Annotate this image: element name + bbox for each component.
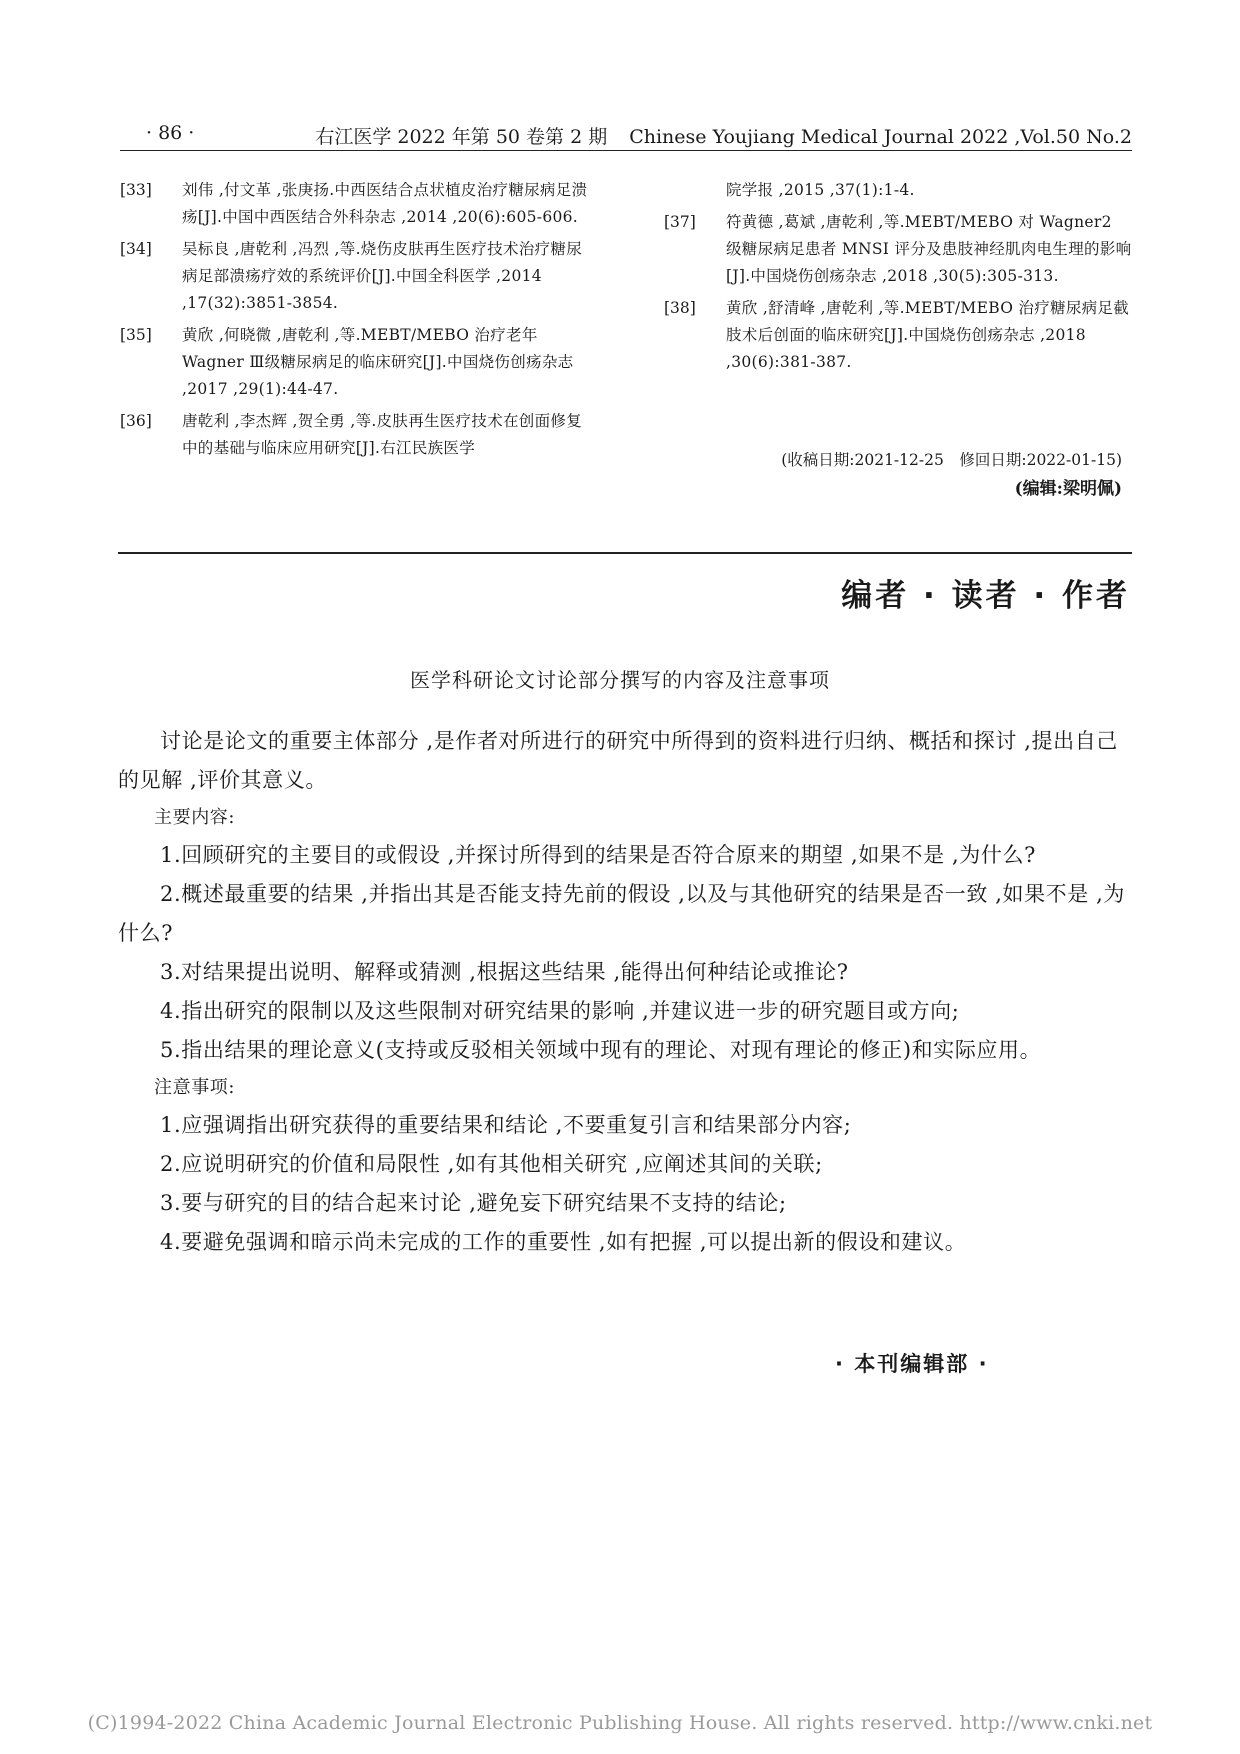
reference-text: 黄欣 ,何晓微 ,唐乾利 ,等.MEBT/MEBO 治疗老年 Wagner Ⅲ级糖尿病足的临床研究[J].中国烧伤创疡杂志 ,2017 ,29(1):44-47.: [182, 326, 574, 398]
copyright-footer: (C)1994-2022 China Academic Journal Electronic Publishing House. All rights reserved. http://www.cnki.net: [87, 1712, 1153, 1734]
reference-number: [38]: [664, 299, 696, 317]
reference-number: [35]: [120, 326, 152, 344]
article-title: 医学科研论文讨论部分撰写的内容及注意事项: [410, 668, 830, 692]
reference-item: [120, 177, 588, 231]
reference-number: [37]: [664, 213, 696, 231]
received-revised-dates: (收稿日期:2021-12-25 修回日期:2022-01-15): [781, 451, 1122, 469]
reference-number: [34]: [120, 240, 152, 258]
list-item: 5.指出结果的理论意义(支持或反驳相关领域中现有的理论、对现有理论的修正)和实际应用。: [160, 1038, 1042, 1062]
journal-title-cn: 右江医学 2022 年第 50 卷第 2 期: [315, 126, 608, 148]
reference-number: [664, 177, 726, 204]
list-item: 2.概述最重要的结果 ,并指出其是否能支持先前的假设 ,以及与其他研究的结果是否一致 ,如果不是 ,为什么?: [118, 882, 1126, 945]
reference-text: 唐乾利 ,李杰辉 ,贺全勇 ,等.皮肤再生医疗技术在创面修复中的基础与临床应用研究[J].右江民族医学: [182, 412, 582, 457]
reference-number: [33]: [120, 181, 152, 199]
editorial-signature: · 本刊编辑部 ·: [835, 1352, 989, 1376]
references-right-column: [664, 177, 1132, 381]
journal-title-en: Chinese Youjiang Medical Journal 2022 ,Vol.50 No.2: [629, 126, 1132, 148]
list-item: 3.对结果提出说明、解释或猜测 ,根据这些结果 ,能得出何种结论或推论?: [160, 960, 849, 984]
body-paragraph: 讨论是论文的重要主体部分 ,是作者对所进行的研究中所得到的资料进行归纳、概括和探讨 ,提出自己的见解 ,评价其意义。: [118, 729, 1118, 792]
reference-item: [120, 322, 588, 403]
list-item: 3.要与研究的目的结合起来讨论 ,避免妄下研究结果不支持的结论;: [160, 1191, 787, 1215]
column-title: 编者 · 读者 · 作者: [841, 578, 1130, 614]
reference-text: 符黄德 ,葛斌 ,唐乾利 ,等.MEBT/MEBO 对 Wagner2 级糖尿病足患者 MNSI 评分及患肢神经肌肉电生理的影响[J].中国烧伤创疡杂志 ,2018 ,30(5):305-313.: [726, 213, 1132, 285]
reference-item: [664, 209, 1132, 290]
section-heading: 主要内容:: [154, 807, 236, 828]
journal-info: [315, 122, 1132, 149]
reference-item: [664, 295, 1132, 376]
page-number: · 86 ·: [146, 122, 195, 144]
reference-text: 院学报 ,2015 ,37(1):1-4.: [726, 181, 915, 199]
list-item: 4.要避免强调和暗示尚未完成的工作的重要性 ,如有把握 ,可以提出新的假设和建议。: [160, 1230, 967, 1254]
reference-text: 刘伟 ,付文革 ,张庚扬.中西医结合点状植皮治疗糖尿病足溃疡[J].中国中西医结合外科杂志 ,2014 ,20(6):605-606.: [182, 181, 588, 226]
section-divider: [118, 552, 1132, 554]
list-item: 1.应强调指出研究获得的重要结果和结论 ,不要重复引言和结果部分内容;: [160, 1113, 852, 1137]
list-item: 1.回顾研究的主要目的或假设 ,并探讨所得到的结果是否符合原来的期望 ,如果不是 ,为什么?: [160, 843, 1036, 867]
section-heading: 注意事项:: [154, 1077, 236, 1098]
list-item: 2.应说明研究的价值和局限性 ,如有其他相关研究 ,应阐述其间的关联;: [160, 1152, 823, 1176]
article-body: [118, 722, 1132, 1262]
reference-text: 黄欣 ,舒清峰 ,唐乾利 ,等.MEBT/MEBO 治疗糖尿病足截肢术后创面的临床研究[J].中国烧伤创疡杂志 ,2018 ,30(6):381-387.: [726, 299, 1130, 371]
references-left-column: [120, 177, 588, 467]
reference-item: [120, 236, 588, 317]
reference-number: [36]: [120, 412, 152, 430]
reference-item: [120, 408, 588, 462]
reference-item: [664, 177, 1132, 204]
editor-credit: (编辑:梁明佩): [1014, 479, 1122, 499]
reference-text: 吴标良 ,唐乾利 ,冯烈 ,等.烧伤皮肤再生医疗技术治疗糖尿病足部溃疡疗效的系统评价[J].中国全科医学 ,2014 ,17(32):3851-3854.: [182, 240, 582, 312]
running-header: [120, 120, 1132, 151]
list-item: 4.指出研究的限制以及这些限制对研究结果的影响 ,并建议进一步的研究题目或方向;: [160, 999, 960, 1023]
